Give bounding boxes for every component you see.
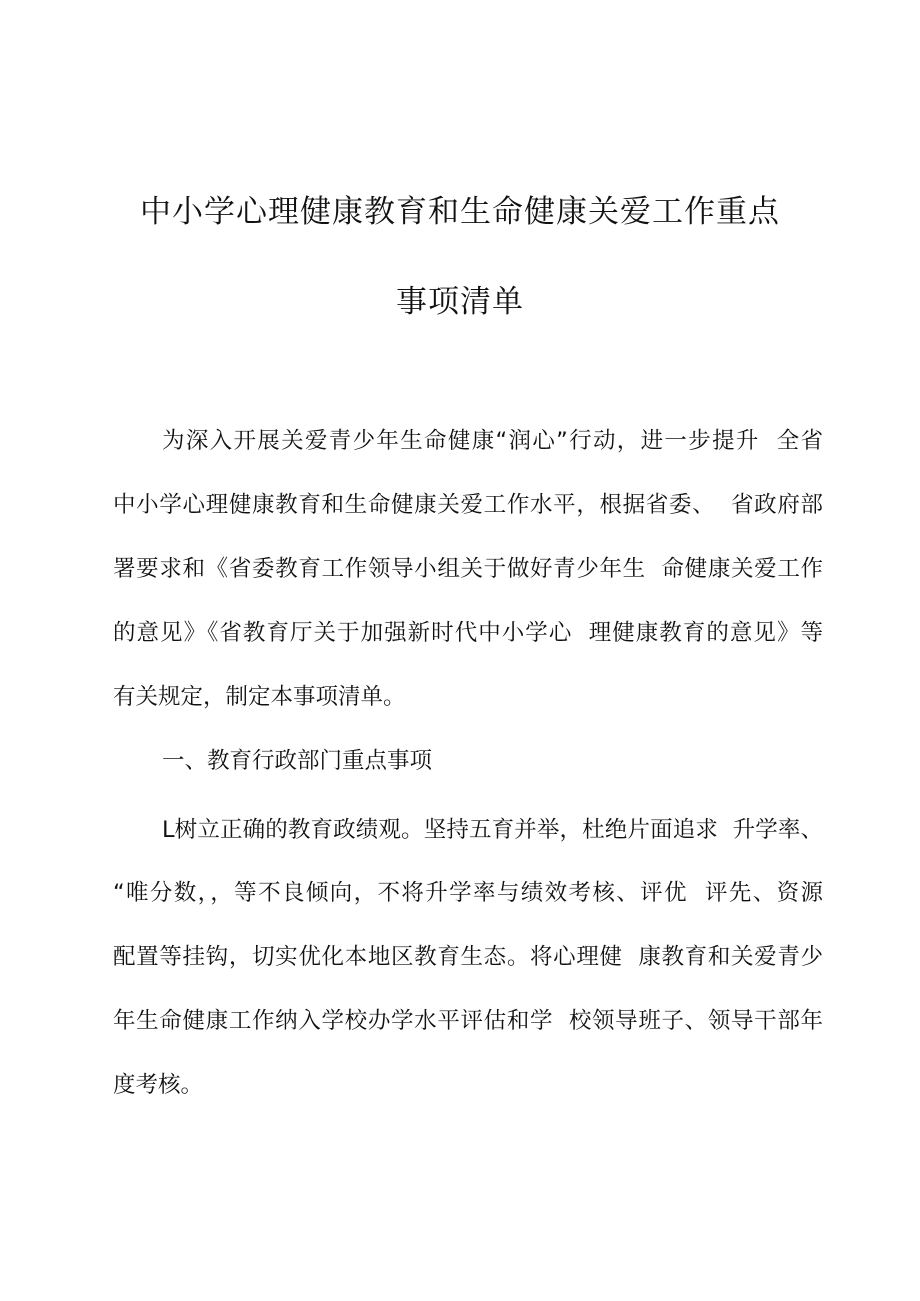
section-heading: 一、教育行政部门重点事项 (162, 748, 433, 774)
intro-line-4: 的意见》《省教育厅关于加强新时代中小学心 理健康教育的意见》等 (113, 620, 823, 646)
item-1-line-3: 配置等挂钩，切实优化本地区教育生态。将心理健 康教育和关爱青少 (113, 944, 823, 970)
item-1-line-2: “唯分数，，等不良倾向，不将升学率与绩效考核、评优 评先、资源 (113, 880, 823, 906)
document-title-line-2: 事项清单 (396, 284, 524, 320)
item-1-line-4: 年生命健康工作纳入学校办学水平评估和学 校领导班子、领导干部年 (113, 1008, 823, 1034)
document-title-line-1: 中小学心理健康教育和生命健康关爱工作重点 (140, 194, 780, 230)
intro-line-3: 署要求和《省委教育工作领导小组关于做好青少年生 命健康关爱工作 (113, 556, 823, 582)
item-1-line-1: L树立正确的教育政绩观。坚持五育并举，杜绝片面追求 升学率、 (162, 817, 823, 843)
intro-line-2: 中小学心理健康教育和生命健康关爱工作水平，根据省委、 省政府部 (113, 492, 823, 518)
intro-line-5: 有关规定，制定本事项清单。 (113, 684, 406, 710)
intro-line-1: 为深入开展关爱青少年生命健康“润心”行动，进一步提升 全省 (162, 428, 823, 454)
item-1-line-5: 度考核。 (113, 1072, 204, 1098)
